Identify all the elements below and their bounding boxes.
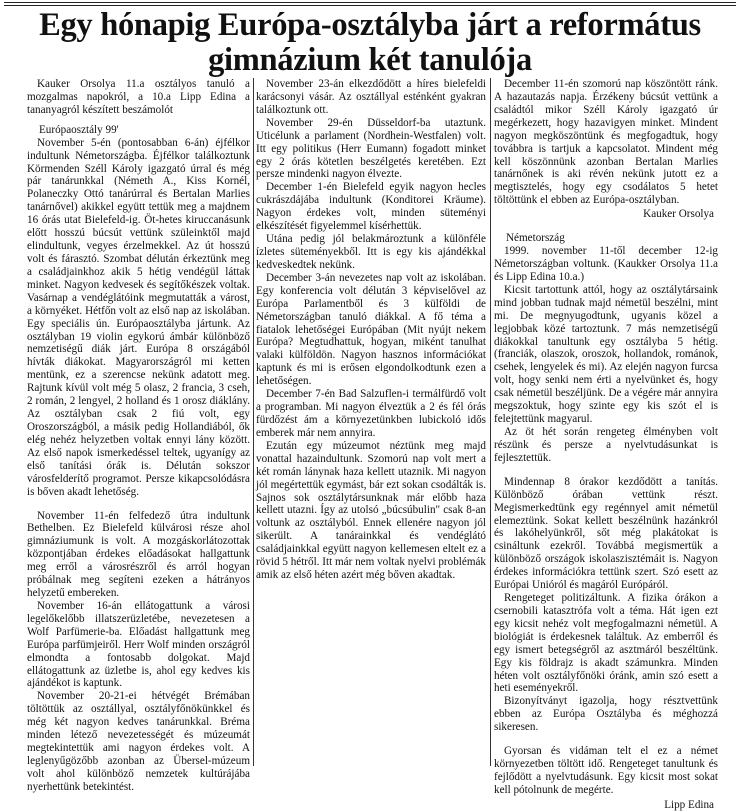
- body-paragraph: Kicsit tartottunk attól, hogy az osztálytársaink mind jobban tudnak majd németül beszélni, mint mi. De megnyugodtunk, ugyanis közel a legjobbak közé tartoztunk. 7 más nemzetiségű diákokkal tanultunk egy osztályba 5 hétig. (franciák, olaszok, oroszok, hollandok, románok, csehek, lengyelek és mi). Az elején nagyon furcsa volt, hogy senki nem érti a nyelvünket és, hogy csak németül beszéljünk. De a végére már annyira megszoktuk, hogy szinte egy kis szót el is felejtettünk magyarul.: [494, 283, 718, 426]
- article-intro: Kauker Orsolya 11.a osztályos tanuló a mozgalmas napokról, a 10.a Lipp Edina a tananyagról készített beszámolót: [27, 78, 250, 116]
- body-paragraph: Bizonyítványt igazolja, hogy résztvettünk ebben az Európa Osztályba és méghozzá sikeresen.: [494, 695, 718, 734]
- body-paragraph: November 16-án ellátogattunk a városi legelőkelőbb illatszerüzletébe, nevezetesen a Wolf Parfümerie-ba. Előadást hallgattunk meg Európa parfümjeiről. Herr Wolf minden országról elmondta a fontosabb dolgokat. Majd ellátogattunk az üzletbe is, ahol egy kedves kis ajándékot is kaptunk.: [27, 599, 250, 690]
- headline-line-2: gimnázium két tanulója: [208, 42, 532, 78]
- body-paragraph: November 29-én Düsseldorf-ba utaztunk. Uticélunk a parlament (Nordhein-Westfalen) volt. Itt egy politikus (Herr Eumann) fogadott minket egy 2 órás kötetlen beszélgetés keretében. Ezt persze mindenki nagyon élvezte.: [256, 116, 486, 181]
- body-paragraph: November 20-21-ei hétvégét Brémában töltöttük az osztállyal, osztályfőnökünkkel és még két nagyon kedves tanárunkkal. Bréma minden létező nevezetességét és múzeumát megtekintettük ami nagyon érdekes volt. A leglenyűgözőbb azonban az Übersel-múzeum volt ahol különböző nemzetek kultúrájába nyerhettünk betekintést.: [27, 690, 250, 793]
- body-paragraph: December 11-én szomorú nap köszöntött ránk. A hazautazás napja. Érzékeny búcsút vettünk a családtól mikor Széll Károly igazgató úr megérkezett, hogy hazavigyen minket. Mindent nagyon megköszöntünk és megfogadtuk, hogy továbbra is tartjuk a kapcsolatot. Mindent még kell köszönnünk azonban Bertalan Marlies tanárnőnek is aki révén nekünk jutott ez a megtisztelés, hogy egy csodálatos 5 hetet töltöttünk el ebben az Európa-osztályban.: [494, 78, 718, 207]
- body-paragraph: November 23-án elkezdődött a híres bielefeldi karácsonyi vásár. Az osztállyal esténként gyakran találkoztunk ott.: [256, 78, 486, 116]
- top-rule: [4, 2, 736, 3]
- body-paragraph: Ezután egy múzeumot néztünk meg majd vonattal hazaindultunk. Szomorú nap volt mert a két román lánynak haza kellett utaznik. Mi nagyon jól megértettük egymást, bár ezt sokan csodálták is. Sajnos sok osztálytársunknak már előbb haza kellett utazni. Így az utolsó „búcsúbulin" csak 8-an voltunk az osztályból. Ennek ellenére nagyon jól sikerült. A tanárainkkal és vendéglátó családjainkkal együtt nagyon kellemesen eltelt ez a rövid 5 hétről. Itt már nem voltak nyelvi problémák amik az első héten azért még bőven akadtak.: [256, 439, 486, 582]
- body-paragraph: December 3-án nevezetes nap volt az iskolában. Egy konferencia volt délután 3 képviselővel az Európa Parlamentből és 3 külföldi de Németországban tanuló diákkal. A fő téma a fiatalok lehetőségei Európában (Mit nyújt nekem Európa? Megtudhattuk, hogyan, miként tanulhat valaki külföldön. Nagyon hasznos információkat kaptunk és mi is erősen elgondolkodtunk ezen a lehetőségen.: [256, 271, 486, 388]
- body-paragraph: December 7-én Bad Salzuflen-i termálfürdő volt a programban. Mi nagyon élveztük a 2 és fél órás fürdőzést ám a környezetünkben lubickoló idős emberek már nem annyira.: [256, 388, 486, 439]
- column-3: [494, 78, 718, 811]
- section-subtitle-europaosztaly: Európaosztály 99': [39, 123, 119, 136]
- author-signature-kauker: Kauker Orsolya: [643, 208, 714, 221]
- headline-line-1: Egy hónapig Európa-osztályba járt a református: [39, 7, 701, 43]
- body-paragraph: November 11-én felfedező útra indultunk Bethelben. Ez Bielefeld külvárosi része ahol gimnáziumunk is volt. A mozgáskorlátozottak központjában érdekes előadásokat hallgattunk meg erről a városrészről és arról hogyan próbálnak meg segíteni ezeken a hátrányos helyzetű embereken.: [27, 509, 250, 600]
- column-divider: [490, 78, 491, 766]
- body-paragraph: Az öt hét során rengeteg élményben volt részünk és persze a nyelvtudásunkat is fejlesztettük.: [494, 425, 718, 464]
- body-paragraph: Utána pedig jól belakmároztunk a különféle ízletes süteményekből. Itt is egy kis ajándékkal kedveskedtek nekünk.: [256, 233, 486, 271]
- body-paragraph: December 1-én Bielefeld egyik nagyon hecles cukrászdájába indultunk (Konditorei Kräume). Nagyon érdekes volt, minden süteményi elkészítését figyelemmel kísérhettük.: [256, 181, 486, 233]
- column-1: [27, 78, 250, 793]
- column-divider: [253, 78, 254, 766]
- article-headline: [0, 8, 740, 78]
- body-paragraph: Gyorsan és vidáman telt el ez a német környezetben töltött idő. Rengeteget tanultunk és fejlődött a nyelvtudásunk. Egy kicsit most sokat kell pótolnunk de megérte.: [494, 745, 718, 796]
- body-paragraph: 1999. november 11-től december 12-ig Németországban voltunk. (Kaukker Orsolya 11.a és Lipp Edina 10.a.): [494, 245, 718, 283]
- author-signature-lipp: Lipp Edina: [664, 798, 714, 811]
- body-paragraph: Rengeteget politizáltunk. A fizika órákon a csernobili katasztrófa volt a téma. Hát igen ezt egy kicsit nehéz volt megfogalmazni németül. A biológiát is érdekesnek találtuk. Az emberről és egy ismert betegségről az asztmáról beszéltünk. Egy kis földrajz is akadt számunkra. Minden héten volt osztályfőnöki óránk, amin szó esett a heti eseményekről.: [494, 592, 718, 695]
- section-subtitle-nemetorszag: Németország: [506, 232, 565, 245]
- column-2: [256, 78, 486, 766]
- body-paragraph: Mindennap 8 órakor kezdődött a tanítás. Különböző órában vettünk részt. Megismerkedtünk egy regénnyel amit németül elemeztünk. Sokat kellett beszélnünk hazánkról és lakóhelyünkről, sőt még plakátokat is csináltunk ezekről. Továbbá megismertük a különböző országok iskolaszisztémáit is. Nagyon érdekes információkra tettünk szert. Szó esett az Európai Unióról és magáról Európáról.: [494, 475, 718, 592]
- body-paragraph: November 5-én (pontosabban 6-án) éjfélkor indultunk Németországba. Éjfélkor találkoztunk Körmenden Széll Károly igazgató úrral és még pár tanárunkkal (Németh A., Kiss Kornél, Polaneczky Ottó tanárúrral és Bertalan Marlies tanárnővel) akikkel együtt tettük meg a majdnem 16 órás utat Bielefeld-ig. Öt-hetes kiruccanásunk előtt hosszú búcsút vettünk szüleinktől majd elindultunk, vegyes érzelmekkel. Az út hosszú volt és fárasztó. Szombat délután érkeztünk meg a családjainkhoz akik 5 hétig vendégül láttak minket. Nagyon kedvesek és segítőkészek voltak. Vasárnap a vendéglátóink megmutatták a várost, a környéket. Hétfőn volt az első nap az iskolában. Egy speciális ún. Európaosztályba jártunk. Az osztályban 19 violin egykorú ámbár különböző nemzetiségű diák járt. Európa 8 országából hívták diákokat. Magyarországról mi ketten mentünk, ez a szerencse nekünk adatott meg. Rajtunk kívül volt még 5 olasz, 2 francia, 3 cseh, 2 román, 2 lengyel, 2 holland és 1 orosz diáklány. Az osztályban csak 2 fiú volt, egy Oroszországból, a másik pedig Hollandiából, ők elég nehéz helyzetben voltak ennyi lány között. Az első napok ismerkedéssel teltek, ugyanígy az első tanítási órák is. Délután sokszor városfelderítő programot. Persze kikapcsolódásra is bőven akadt lehetőség.: [27, 136, 250, 498]
- top-rule-secondary: [4, 5, 736, 6]
